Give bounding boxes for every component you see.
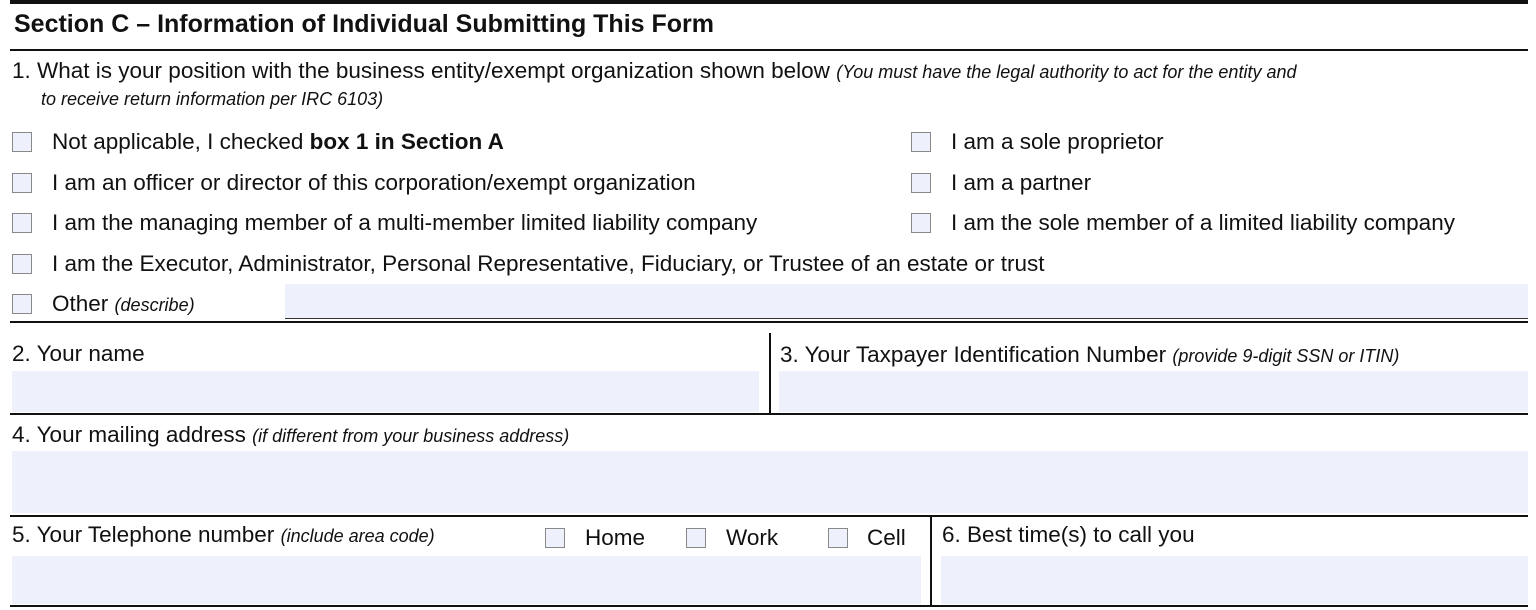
- officer-label: I am an officer or director of this corporation/exempt organization: [52, 170, 696, 195]
- mailing-address-input[interactable]: [12, 451, 1528, 513]
- partner-checkbox[interactable]: [911, 173, 931, 193]
- executor-label: I am the Executor, Administrator, Personal Representative, Fiduciary, or Trustee of an estate or trust: [52, 251, 1045, 276]
- not-applicable-label: Not applicable, I checked box 1 in Section A: [52, 129, 504, 154]
- cell-label: Cell: [867, 525, 906, 550]
- q1-label: 1. What is your position with the business entity/exempt organization shown below (You must have the legal authority to act for the entity and: [12, 58, 1297, 83]
- q6-label: 6. Best time(s) to call you: [942, 522, 1195, 547]
- name-input[interactable]: [12, 371, 759, 412]
- bottom-rule: [10, 605, 1528, 607]
- q1-note: to receive return information per IRC 6103): [41, 89, 384, 109]
- divider: [10, 321, 1528, 323]
- other-checkbox[interactable]: [12, 294, 32, 314]
- divider: [769, 333, 771, 414]
- best-time-input[interactable]: [941, 556, 1528, 604]
- executor-checkbox[interactable]: [12, 254, 32, 274]
- divider: [930, 517, 932, 607]
- work-checkbox[interactable]: [686, 528, 706, 548]
- q4-label: 4. Your mailing address (if different from your business address): [12, 422, 570, 447]
- telephone-input[interactable]: [12, 556, 921, 604]
- q3-label: 3. Your Taxpayer Identification Number (provide 9-digit SSN or ITIN): [780, 342, 1400, 367]
- sole-proprietor-checkbox[interactable]: [911, 132, 931, 152]
- not-applicable-checkbox[interactable]: [12, 132, 32, 152]
- home-label: Home: [585, 525, 646, 550]
- divider: [10, 49, 1528, 51]
- managing-member-checkbox[interactable]: [12, 213, 32, 233]
- sole-member-label: I am the sole member of a limited liability company: [951, 210, 1455, 235]
- cell-checkbox[interactable]: [828, 528, 848, 548]
- sole-proprietor-label: I am a sole proprietor: [951, 129, 1164, 154]
- divider: [10, 413, 1528, 415]
- other-describe-input[interactable]: [285, 284, 1528, 319]
- work-label: Work: [726, 525, 779, 550]
- tin-input[interactable]: [779, 371, 1528, 412]
- other-label: Other (describe): [52, 291, 195, 316]
- managing-member-label: I am the managing member of a multi-member limited liability company: [52, 210, 758, 235]
- top-rule: [10, 0, 1528, 4]
- q2-label: 2. Your name: [12, 341, 145, 366]
- q5-label: 5. Your Telephone number (include area code): [12, 522, 435, 547]
- officer-checkbox[interactable]: [12, 173, 32, 193]
- divider: [10, 515, 1528, 517]
- home-checkbox[interactable]: [545, 528, 565, 548]
- partner-label: I am a partner: [951, 170, 1092, 195]
- section-title: Section C – Information of Individual Submitting This Form: [14, 10, 714, 38]
- sole-member-checkbox[interactable]: [911, 213, 931, 233]
